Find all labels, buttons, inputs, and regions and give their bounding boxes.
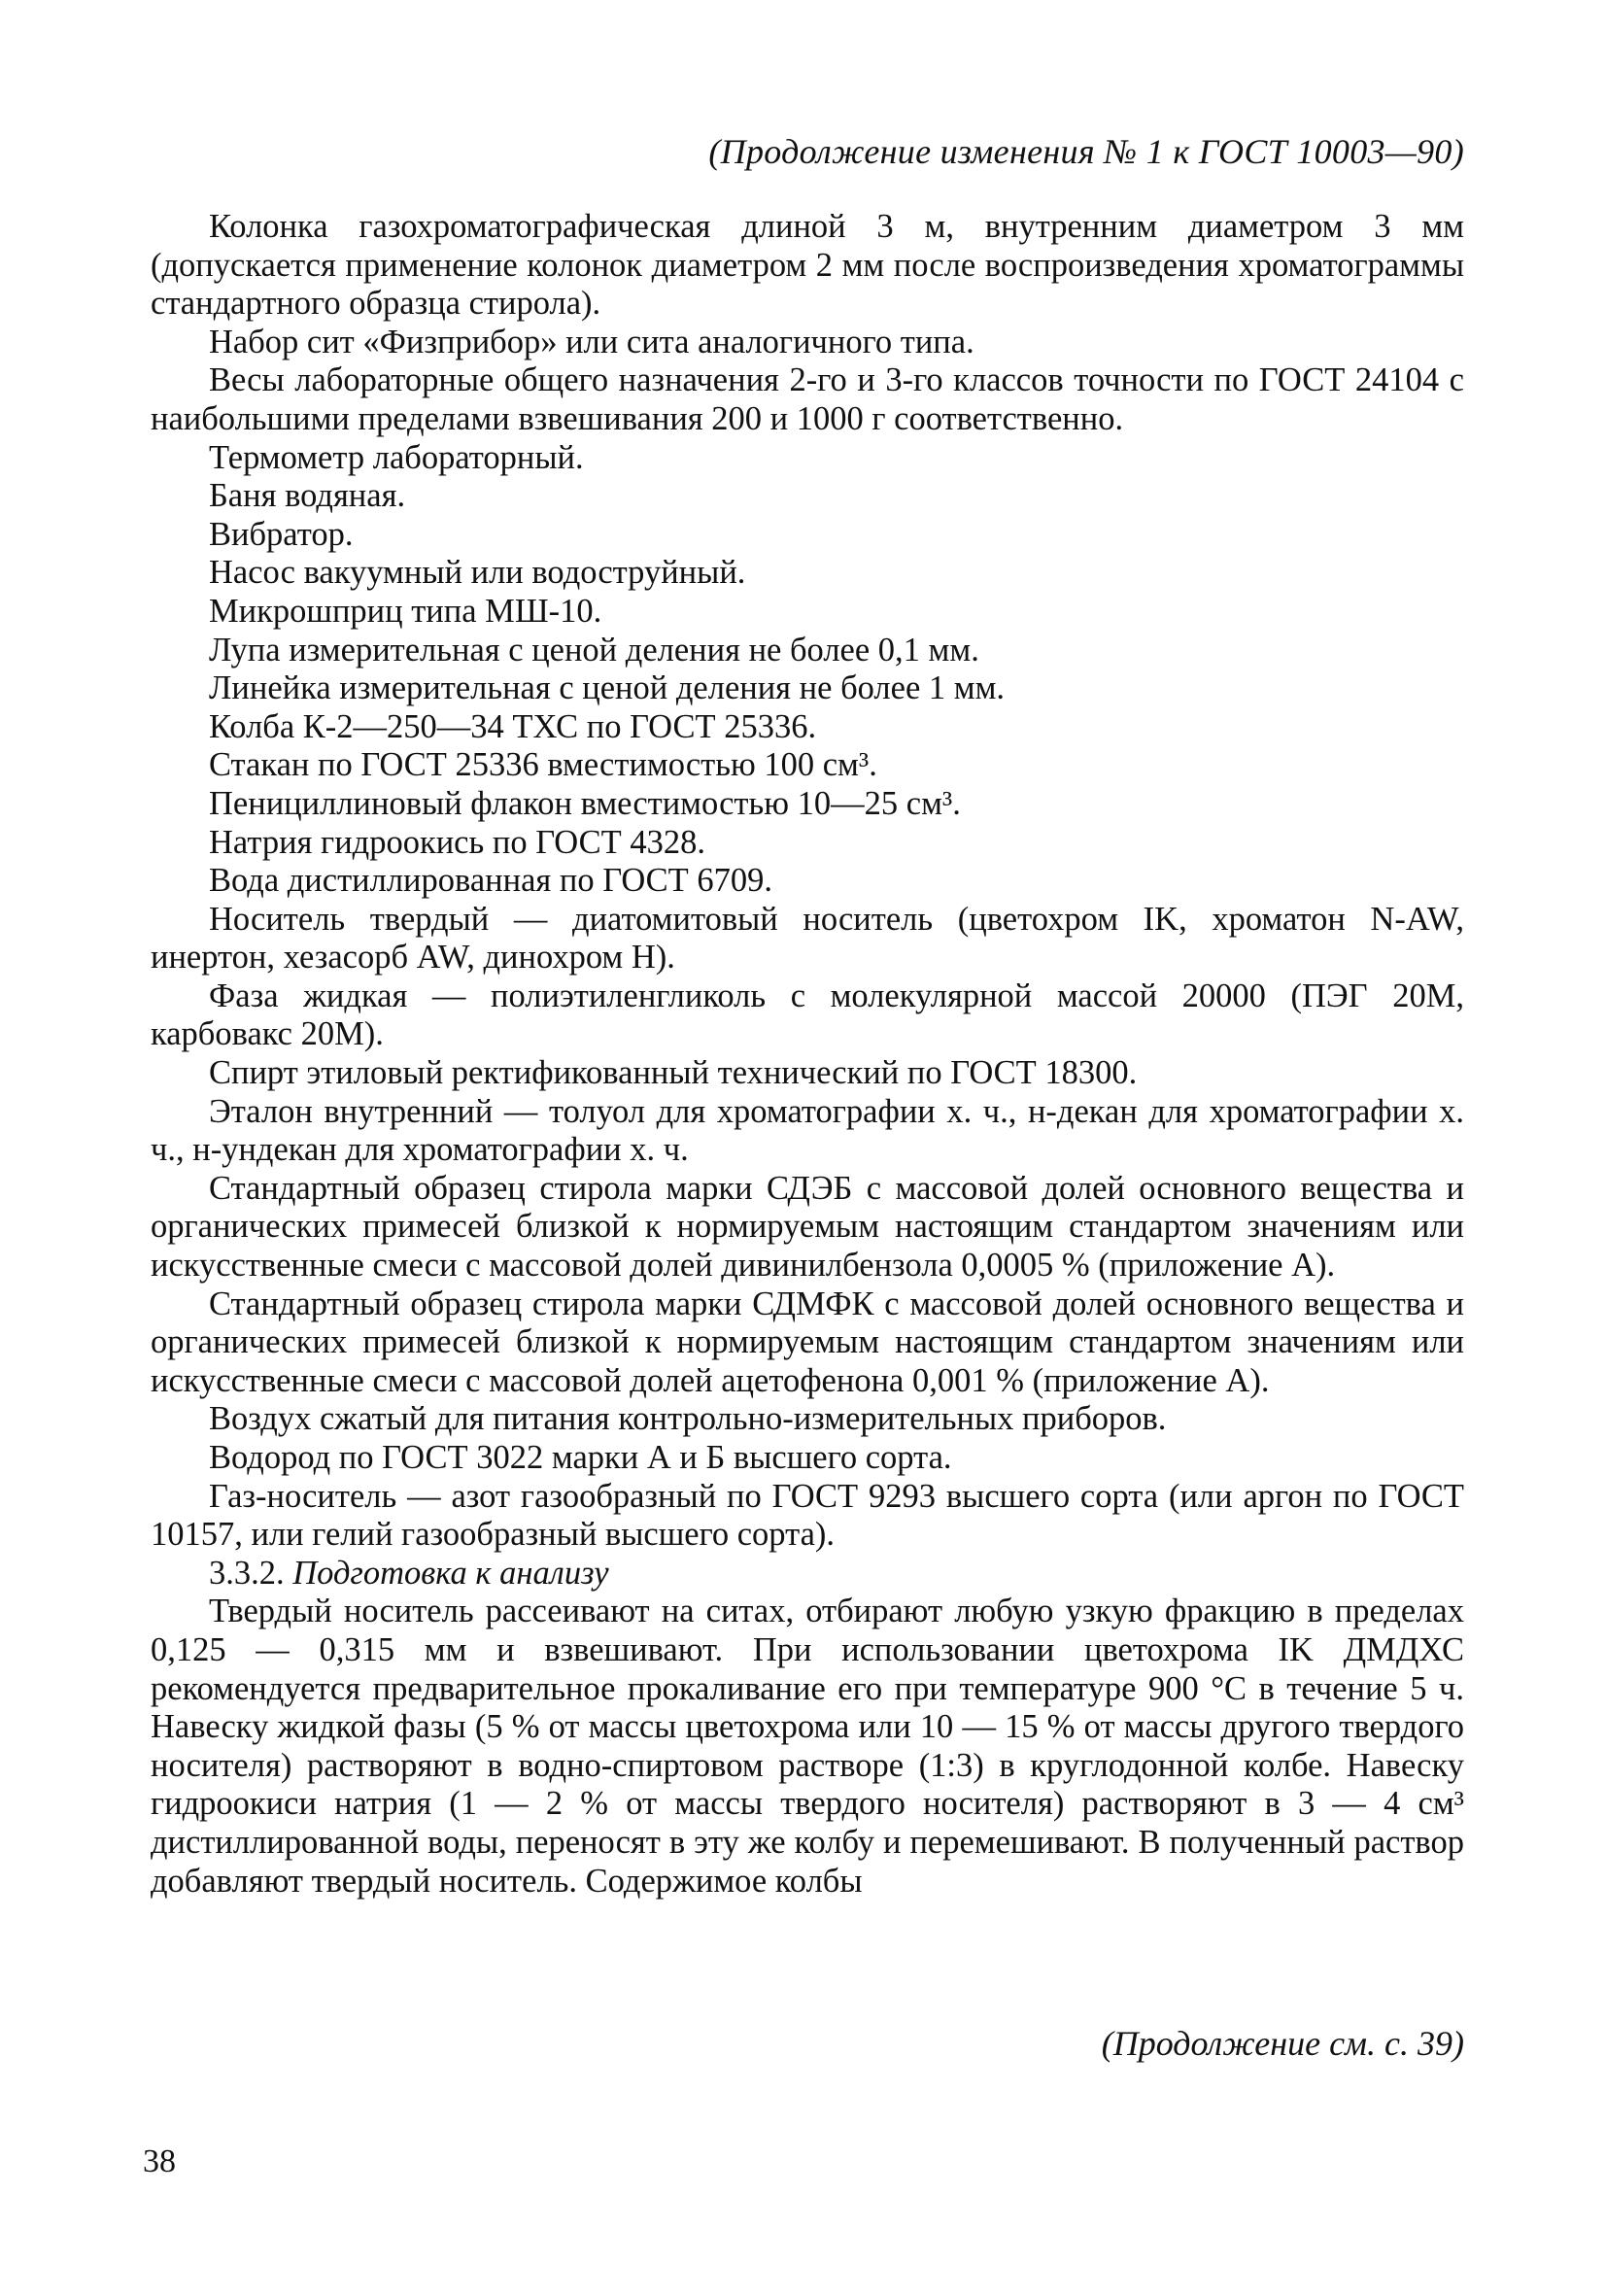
paragraph: Водород по ГОСТ 3022 марки А и Б высшего сорта. bbox=[209, 1439, 952, 1476]
paragraph: Газ-носитель — азот газообразный по ГОСТ 9293 высшего сорта (или аргон по ГОСТ 10157, или гелий газообразный высшего сорта). bbox=[151, 1477, 1464, 1554]
paragraph: Лупа измерительная с ценой деления не более 0,1 мм. bbox=[209, 631, 979, 668]
document-body bbox=[151, 208, 1464, 1901]
paragraph: Колонка газохроматографическая длиной 3 м, внутренним диаметром 3 мм (допускается применение колонок диаметром 2 мм после воспроизведения хроматограммы стандартного образца стирола). bbox=[151, 208, 1464, 323]
paragraph: Стакан по ГОСТ 25336 вместимостью 100 см³. bbox=[209, 746, 877, 784]
paragraph: Пенициллиновый флакон вместимостью 10—25 см³. bbox=[209, 784, 961, 822]
paragraph: Весы лабораторные общего назначения 2-го и 3-го классов точности по ГОСТ 24104 с наибольшими пределами взвешивания 200 и 1000 г соответственно. bbox=[151, 361, 1464, 437]
paragraph: Стандартный образец стирола марки СДЭБ с массовой долей основного вещества и органических примесей близкой к нормируемым настоящим стандартом значениям или искусственные смеси с массовой долей дивинилбензола 0,0005 % (приложение А). bbox=[151, 1169, 1464, 1285]
paragraph: Носитель твердый — диатомитовый носитель (цветохром IK, хроматон N-AW, инертон, хезасорб AW, динохром Н). bbox=[151, 900, 1464, 977]
paragraph: Баня водяная. bbox=[209, 477, 406, 515]
paragraph: Микрошприц типа МШ-10. bbox=[209, 592, 602, 630]
page-header: (Продолжение изменения № 1 к ГОСТ 10003—90) bbox=[708, 132, 1464, 171]
paragraph: Твердый носитель рассеивают на ситах, отбирают любую узкую фракцию в пределах 0,125 — 0,315 мм и взвешивают. При использовании цветохрома IK ДМДХС рекомендуется предварительное прокаливание его при температуре 900 °С в течение 5 ч. Навеску жидкой фазы (5 % от массы цветохрома или 10 — 15 % от массы другого твердого носителя) растворяют в водно-спиртовом растворе (1:3) в круглодонной колбе. Навеску гидроокиси натрия (1 — 2 % от массы твердого носителя) растворяют в 3 — 4 см³ дистиллированной воды, переносят в эту же колбу и перемешивают. В полученный раствор добавляют твердый носитель. Содержимое колбы bbox=[151, 1593, 1464, 1900]
continuation-note: (Продолжение см. с. 39) bbox=[1101, 2024, 1464, 2063]
paragraph: Спирт этиловый ректификованный технический по ГОСТ 18300. bbox=[209, 1054, 1138, 1092]
paragraph: Стандартный образец стирола марки СДМФК с массовой долей основного вещества и органических примесей близкой к нормируемым настоящим стандартом значениям или искусственные смеси с массовой долей ацетофенона 0,001 % (приложение А). bbox=[151, 1285, 1464, 1399]
paragraph: Термометр лабораторный. bbox=[209, 438, 584, 476]
paragraph: Вода дистиллированная по ГОСТ 6709. bbox=[209, 862, 772, 900]
paragraph: Эталон внутренний — толуол для хроматографии х. ч., н-декан для хроматографии х. ч., н-ундекан для хроматографии х. ч. bbox=[151, 1092, 1464, 1169]
section-title: Подготовка к анализу bbox=[292, 1554, 609, 1592]
paragraph: Набор сит «Физприбор» или сита аналогичного типа. bbox=[209, 323, 974, 360]
paragraph: Фаза жидкая — полиэтиленгликоль с молекулярной массой 20000 (ПЭГ 20М, карбовакс 20М). bbox=[151, 977, 1464, 1053]
page-number: 38 bbox=[143, 2143, 176, 2179]
paragraph: Вибратор. bbox=[209, 515, 354, 553]
paragraph: Воздух сжатый для питания контрольно-измерительных приборов. bbox=[209, 1400, 1167, 1438]
paragraph: Линейка измерительная с ценой деления не более 1 мм. bbox=[209, 669, 1006, 707]
paragraph: Насос вакуумный или водоструйный. bbox=[209, 554, 746, 592]
paragraph: Натрия гидроокись по ГОСТ 4328. bbox=[209, 823, 705, 861]
paragraph: Колба К-2—250—34 ТХС по ГОСТ 25336. bbox=[209, 707, 817, 745]
section-heading bbox=[151, 1555, 1464, 1593]
section-number: 3.3.2. bbox=[209, 1554, 285, 1592]
